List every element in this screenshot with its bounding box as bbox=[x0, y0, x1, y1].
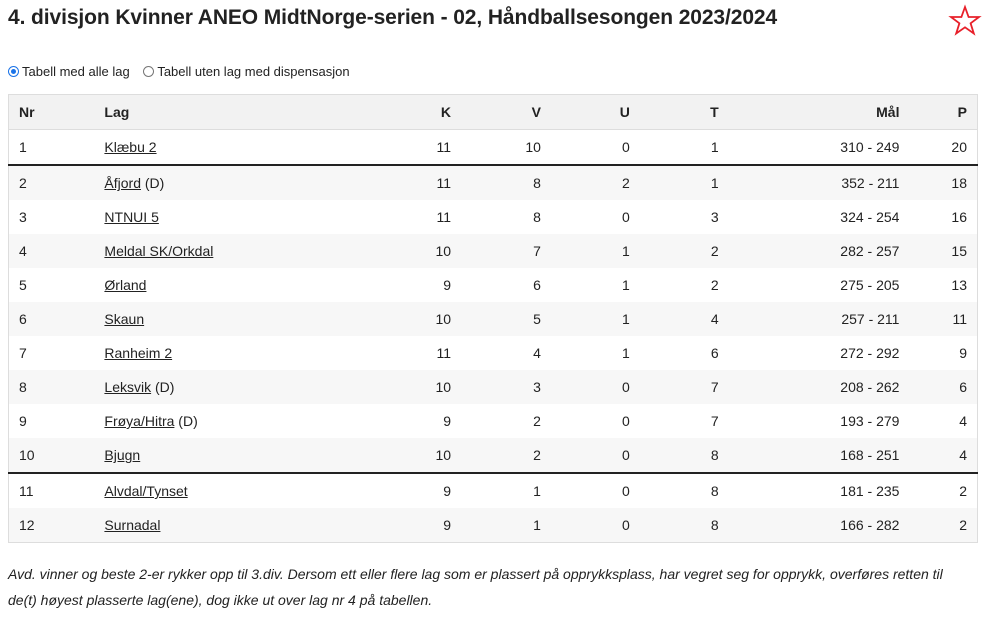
team-link[interactable]: NTNUI 5 bbox=[104, 209, 159, 225]
table-row bbox=[9, 200, 978, 234]
cell-u: 0 bbox=[551, 200, 640, 234]
col-p: P bbox=[909, 95, 977, 130]
table-row bbox=[9, 508, 978, 543]
cell-u: 0 bbox=[551, 473, 640, 508]
cell-team bbox=[94, 130, 324, 166]
cell-t: 3 bbox=[640, 200, 729, 234]
cell-t: 8 bbox=[640, 438, 729, 473]
cell-team bbox=[94, 234, 324, 268]
cell-mal: 310 - 249 bbox=[729, 130, 910, 166]
cell-team bbox=[94, 404, 324, 438]
table-header-row bbox=[9, 95, 978, 130]
cell-v: 2 bbox=[461, 404, 551, 438]
page-title: 4. divisjon Kvinner ANEO MidtNorge-serien - 02, Håndballsesongen 2023/2024 bbox=[8, 6, 778, 29]
team-link[interactable]: Alvdal/Tynset bbox=[104, 483, 188, 499]
team-suffix: (D) bbox=[144, 175, 165, 191]
table-row bbox=[9, 234, 978, 268]
col-t: T bbox=[640, 95, 729, 130]
cell-team bbox=[94, 473, 324, 508]
cell-p: 20 bbox=[909, 130, 977, 166]
cell-team bbox=[94, 438, 324, 473]
cell-nr: 12 bbox=[9, 508, 95, 543]
cell-t: 8 bbox=[640, 508, 729, 543]
cell-v: 5 bbox=[461, 302, 551, 336]
col-lag: Lag bbox=[94, 95, 324, 130]
team-link[interactable]: Ranheim 2 bbox=[104, 345, 173, 361]
cell-mal: 275 - 205 bbox=[729, 268, 910, 302]
cell-k: 10 bbox=[324, 370, 461, 404]
cell-t: 1 bbox=[640, 165, 729, 200]
table-row bbox=[9, 473, 978, 508]
cell-p: 9 bbox=[909, 336, 977, 370]
cell-t: 4 bbox=[640, 302, 729, 336]
cell-p: 4 bbox=[909, 404, 977, 438]
cell-mal: 272 - 292 bbox=[729, 336, 910, 370]
cell-v: 2 bbox=[461, 438, 551, 473]
cell-mal: 166 - 282 bbox=[729, 508, 910, 543]
cell-p: 13 bbox=[909, 268, 977, 302]
cell-nr: 11 bbox=[9, 473, 95, 508]
cell-k: 9 bbox=[324, 473, 461, 508]
cell-mal: 168 - 251 bbox=[729, 438, 910, 473]
col-u: U bbox=[551, 95, 640, 130]
col-mal: Mål bbox=[729, 95, 910, 130]
cell-v: 1 bbox=[461, 473, 551, 508]
cell-u: 0 bbox=[551, 438, 640, 473]
radio-all-teams-indicator[interactable] bbox=[8, 66, 19, 77]
cell-v: 3 bbox=[461, 370, 551, 404]
cell-team bbox=[94, 302, 324, 336]
cell-mal: 193 - 279 bbox=[729, 404, 910, 438]
cell-p: 11 bbox=[909, 302, 977, 336]
cell-team bbox=[94, 200, 324, 234]
team-link[interactable]: Leksvik bbox=[104, 379, 152, 395]
cell-nr: 9 bbox=[9, 404, 95, 438]
cell-k: 10 bbox=[324, 234, 461, 268]
cell-team bbox=[94, 508, 324, 543]
table-row bbox=[9, 130, 978, 166]
cell-u: 1 bbox=[551, 336, 640, 370]
radio-exclude-dispensation[interactable] bbox=[143, 64, 349, 79]
cell-u: 2 bbox=[551, 165, 640, 200]
cell-p: 18 bbox=[909, 165, 977, 200]
cell-p: 6 bbox=[909, 370, 977, 404]
cell-nr: 3 bbox=[9, 200, 95, 234]
cell-k: 10 bbox=[324, 302, 461, 336]
col-nr: Nr bbox=[9, 95, 95, 130]
radio-all-teams-label: Tabell med alle lag bbox=[22, 64, 130, 79]
radio-exclude-dispensation-indicator[interactable] bbox=[143, 66, 154, 77]
cell-t: 7 bbox=[640, 370, 729, 404]
promotion-footnote: Avd. vinner og beste 2-er rykker opp til 3.div. Dersom ett eller flere lag som er plassert på opprykksplass, har vegret seg for opprykk, overføres retten til de(t) høyest plasserte lag(ene), dog ikke ut over lag nr 4 på tabellen. bbox=[8, 566, 943, 608]
cell-team bbox=[94, 165, 324, 200]
team-link[interactable]: Frøya/Hitra bbox=[104, 413, 175, 429]
cell-nr: 8 bbox=[9, 370, 95, 404]
star-outline-icon[interactable] bbox=[948, 4, 982, 38]
cell-u: 1 bbox=[551, 268, 640, 302]
team-suffix: (D) bbox=[178, 413, 198, 429]
cell-k: 11 bbox=[324, 165, 461, 200]
cell-k: 11 bbox=[324, 130, 461, 166]
cell-k: 11 bbox=[324, 200, 461, 234]
cell-p: 2 bbox=[909, 508, 977, 543]
cell-k: 9 bbox=[324, 404, 461, 438]
team-link[interactable]: Ørland bbox=[104, 277, 147, 293]
cell-k: 9 bbox=[324, 508, 461, 543]
cell-t: 1 bbox=[640, 130, 729, 166]
cell-t: 7 bbox=[640, 404, 729, 438]
team-suffix: (D) bbox=[154, 379, 175, 395]
cell-team bbox=[94, 370, 324, 404]
cell-v: 4 bbox=[461, 336, 551, 370]
cell-u: 0 bbox=[551, 130, 640, 166]
team-link[interactable]: Klæbu 2 bbox=[104, 139, 157, 155]
cell-team bbox=[94, 268, 324, 302]
cell-p: 16 bbox=[909, 200, 977, 234]
cell-mal: 181 - 235 bbox=[729, 473, 910, 508]
cell-mal: 352 - 211 bbox=[729, 165, 910, 200]
cell-p: 4 bbox=[909, 438, 977, 473]
cell-nr: 1 bbox=[9, 130, 95, 166]
cell-v: 6 bbox=[461, 268, 551, 302]
cell-u: 0 bbox=[551, 370, 640, 404]
table-row bbox=[9, 438, 978, 473]
cell-k: 9 bbox=[324, 268, 461, 302]
table-row bbox=[9, 336, 978, 370]
table-filter-radio-group bbox=[8, 64, 360, 80]
team-link[interactable]: Meldal SK/Orkdal bbox=[104, 243, 214, 259]
cell-nr: 5 bbox=[9, 268, 95, 302]
cell-v: 8 bbox=[461, 165, 551, 200]
team-link[interactable]: Bjugn bbox=[104, 447, 141, 463]
team-link[interactable]: Surnadal bbox=[104, 517, 161, 533]
cell-team bbox=[94, 336, 324, 370]
cell-k: 10 bbox=[324, 438, 461, 473]
cell-p: 2 bbox=[909, 473, 977, 508]
table-row bbox=[9, 165, 978, 200]
cell-t: 8 bbox=[640, 473, 729, 508]
cell-k: 11 bbox=[324, 336, 461, 370]
team-link[interactable]: Åfjord bbox=[104, 175, 141, 191]
cell-mal: 282 - 257 bbox=[729, 234, 910, 268]
cell-t: 2 bbox=[640, 234, 729, 268]
cell-nr: 2 bbox=[9, 165, 95, 200]
cell-u: 0 bbox=[551, 404, 640, 438]
cell-nr: 6 bbox=[9, 302, 95, 336]
table-row bbox=[9, 302, 978, 336]
cell-v: 8 bbox=[461, 200, 551, 234]
cell-nr: 4 bbox=[9, 234, 95, 268]
radio-exclude-dispensation-label: Tabell uten lag med dispensasjon bbox=[157, 64, 350, 79]
cell-mal: 324 - 254 bbox=[729, 200, 910, 234]
cell-v: 10 bbox=[461, 130, 551, 166]
standings-table bbox=[8, 94, 978, 543]
cell-nr: 10 bbox=[9, 438, 95, 473]
cell-p: 15 bbox=[909, 234, 977, 268]
cell-t: 6 bbox=[640, 336, 729, 370]
cell-v: 7 bbox=[461, 234, 551, 268]
table-row bbox=[9, 268, 978, 302]
col-k: K bbox=[324, 95, 461, 130]
cell-u: 1 bbox=[551, 234, 640, 268]
cell-u: 0 bbox=[551, 508, 640, 543]
cell-nr: 7 bbox=[9, 336, 95, 370]
cell-mal: 208 - 262 bbox=[729, 370, 910, 404]
team-link[interactable]: Skaun bbox=[104, 311, 145, 327]
table-row bbox=[9, 370, 978, 404]
table-row bbox=[9, 404, 978, 438]
radio-all-teams[interactable] bbox=[8, 64, 130, 79]
cell-v: 1 bbox=[461, 508, 551, 543]
cell-u: 1 bbox=[551, 302, 640, 336]
cell-t: 2 bbox=[640, 268, 729, 302]
col-v: V bbox=[461, 95, 551, 130]
cell-mal: 257 - 211 bbox=[729, 302, 910, 336]
